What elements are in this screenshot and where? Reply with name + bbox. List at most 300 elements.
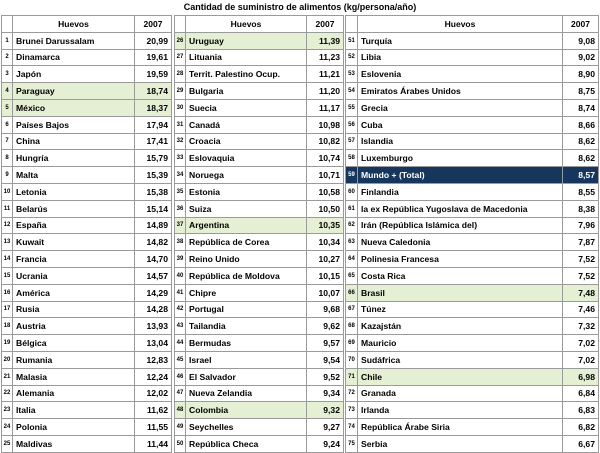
rank-cell: 41 — [175, 284, 186, 301]
value-cell: 8,57 — [563, 167, 599, 184]
table-row — [175, 368, 344, 385]
value-cell: 6,98 — [563, 368, 599, 385]
value-cell: 15,39 — [135, 167, 172, 184]
value-cell: 10,82 — [307, 133, 344, 150]
country-cell: Sudáfrica — [358, 351, 563, 368]
country-cell: Canadá — [186, 116, 307, 133]
rank-header — [175, 16, 186, 33]
product-header: Huevos — [186, 16, 307, 33]
rank-cell: 18 — [2, 318, 13, 335]
rank-cell: 75 — [346, 435, 358, 452]
value-cell: 14,29 — [135, 284, 172, 301]
country-cell: Eslovaquia — [186, 150, 307, 167]
table-row — [175, 116, 344, 133]
table-row — [2, 435, 172, 452]
value-cell: 7,02 — [563, 335, 599, 352]
table-row — [175, 301, 344, 318]
table-row — [175, 385, 344, 402]
rank-cell: 7 — [2, 133, 13, 150]
value-cell: 11,23 — [307, 49, 344, 66]
country-cell: Cuba — [358, 116, 563, 133]
rank-cell: 27 — [175, 49, 186, 66]
country-cell: Irlanda — [358, 402, 563, 419]
value-cell: 9,08 — [563, 32, 599, 49]
rank-cell: 67 — [346, 301, 358, 318]
value-cell: 8,62 — [563, 133, 599, 150]
rank-cell: 21 — [2, 368, 13, 385]
rank-cell: 65 — [346, 267, 358, 284]
country-cell: Suiza — [186, 200, 307, 217]
value-cell: 8,75 — [563, 83, 599, 100]
country-cell: Nueva Caledonia — [358, 234, 563, 251]
table-row — [346, 99, 599, 116]
value-cell: 7,52 — [563, 251, 599, 268]
table-row — [175, 267, 344, 284]
table-row — [2, 351, 172, 368]
rank-cell: 72 — [346, 385, 358, 402]
country-cell: Nueva Zelandia — [186, 385, 307, 402]
rank-cell: 39 — [175, 251, 186, 268]
value-cell: 7,52 — [563, 267, 599, 284]
rank-cell: 22 — [2, 385, 13, 402]
rank-cell: 40 — [175, 267, 186, 284]
value-cell: 10,07 — [307, 284, 344, 301]
rank-cell: 62 — [346, 217, 358, 234]
table-row — [2, 66, 172, 83]
value-cell: 6,84 — [563, 385, 599, 402]
country-cell: Bélgica — [13, 335, 135, 352]
country-cell: Austria — [13, 318, 135, 335]
country-cell: Portugal — [186, 301, 307, 318]
table-row — [346, 183, 599, 200]
value-cell: 9,68 — [307, 301, 344, 318]
rank-cell: 28 — [175, 66, 186, 83]
country-cell: Letonia — [13, 183, 135, 200]
country-cell: Mauricio — [358, 335, 563, 352]
country-cell: Finlandia — [358, 183, 563, 200]
country-cell: Libia — [358, 49, 563, 66]
table-row — [2, 402, 172, 419]
value-cell: 14,89 — [135, 217, 172, 234]
table-row — [2, 419, 172, 436]
rank-cell: 20 — [2, 351, 13, 368]
country-cell: República de Corea — [186, 234, 307, 251]
value-cell: 6,67 — [563, 435, 599, 452]
rank-cell: 26 — [175, 32, 186, 49]
table-row — [346, 419, 599, 436]
value-cell: 7,87 — [563, 234, 599, 251]
value-cell: 18,37 — [135, 99, 172, 116]
rank-cell: 11 — [2, 200, 13, 217]
country-cell: Turquía — [358, 32, 563, 49]
country-cell: España — [13, 217, 135, 234]
rank-cell: 48 — [175, 402, 186, 419]
value-cell: 19,61 — [135, 49, 172, 66]
table-row — [175, 335, 344, 352]
country-cell: Rusia — [13, 301, 135, 318]
ranking-table-3 — [345, 15, 599, 453]
rank-cell: 69 — [346, 335, 358, 352]
value-cell: 9,62 — [307, 318, 344, 335]
value-cell: 10,15 — [307, 267, 344, 284]
table-row — [175, 251, 344, 268]
country-cell: Brasil — [358, 284, 563, 301]
value-cell: 7,46 — [563, 301, 599, 318]
country-cell: Argentina — [186, 217, 307, 234]
rank-cell: 32 — [175, 133, 186, 150]
rank-cell: 61 — [346, 200, 358, 217]
rank-header — [2, 16, 13, 33]
rank-cell: 17 — [2, 301, 13, 318]
value-cell: 10,58 — [307, 183, 344, 200]
country-cell: Brunei Darussalam — [13, 32, 135, 49]
rank-cell: 42 — [175, 301, 186, 318]
rank-cell: 34 — [175, 167, 186, 184]
rank-cell: 71 — [346, 368, 358, 385]
rank-cell: 35 — [175, 183, 186, 200]
table-row — [346, 251, 599, 268]
country-cell: Estonia — [186, 183, 307, 200]
rank-cell: 45 — [175, 351, 186, 368]
rank-cell: 56 — [346, 116, 358, 133]
country-cell: Luxemburgo — [358, 150, 563, 167]
country-cell: Colombia — [186, 402, 307, 419]
value-cell: 15,38 — [135, 183, 172, 200]
country-cell: Malta — [13, 167, 135, 184]
rank-cell: 37 — [175, 217, 186, 234]
rank-cell: 36 — [175, 200, 186, 217]
table-row — [2, 385, 172, 402]
table-row — [346, 301, 599, 318]
country-cell: Kuwait — [13, 234, 135, 251]
value-cell: 11,44 — [135, 435, 172, 452]
year-header: 2007 — [135, 16, 172, 33]
table-row — [2, 133, 172, 150]
rank-cell: 74 — [346, 419, 358, 436]
value-cell: 20,99 — [135, 32, 172, 49]
rank-cell: 6 — [2, 116, 13, 133]
table-row — [2, 368, 172, 385]
table-row — [346, 351, 599, 368]
table-row — [346, 150, 599, 167]
table-row — [2, 318, 172, 335]
value-cell: 9,34 — [307, 385, 344, 402]
table-row — [2, 150, 172, 167]
country-cell: Lituania — [186, 49, 307, 66]
table-row — [175, 351, 344, 368]
country-cell: Costa Rica — [358, 267, 563, 284]
country-cell: China — [13, 133, 135, 150]
rank-cell: 70 — [346, 351, 358, 368]
table-row — [175, 200, 344, 217]
value-cell: 15,14 — [135, 200, 172, 217]
rank-cell: 15 — [2, 267, 13, 284]
country-cell: Dinamarca — [13, 49, 135, 66]
rank-cell: 43 — [175, 318, 186, 335]
value-cell: 7,96 — [563, 217, 599, 234]
table-row — [175, 133, 344, 150]
country-cell: México — [13, 99, 135, 116]
value-cell: 9,02 — [563, 49, 599, 66]
rank-cell: 55 — [346, 99, 358, 116]
page-title: Cantidad de suministro de alimentos (kg/persona/año) — [183, 2, 417, 12]
table-row — [2, 251, 172, 268]
rank-cell: 25 — [2, 435, 13, 452]
country-cell: Paraguay — [13, 83, 135, 100]
rank-cell: 51 — [346, 32, 358, 49]
value-cell: 14,70 — [135, 251, 172, 268]
country-cell: Islandia — [358, 133, 563, 150]
country-cell: Chile — [358, 368, 563, 385]
value-cell: 12,24 — [135, 368, 172, 385]
value-cell: 17,94 — [135, 116, 172, 133]
table-row — [2, 49, 172, 66]
value-cell: 8,62 — [563, 150, 599, 167]
table-row — [2, 167, 172, 184]
ranking-table-2 — [174, 15, 344, 453]
value-cell: 11,55 — [135, 419, 172, 436]
country-cell: Emiratos Árabes Unidos — [358, 83, 563, 100]
table-row — [175, 435, 344, 452]
table-row — [346, 267, 599, 284]
rank-cell: 57 — [346, 133, 358, 150]
rank-cell: 1 — [2, 32, 13, 49]
country-cell: Israel — [186, 351, 307, 368]
year-header: 2007 — [307, 16, 344, 33]
rank-cell: 60 — [346, 183, 358, 200]
table-row — [2, 116, 172, 133]
value-cell: 14,82 — [135, 234, 172, 251]
value-cell: 10,35 — [307, 217, 344, 234]
country-cell: Croacia — [186, 133, 307, 150]
rank-cell: 52 — [346, 49, 358, 66]
rank-cell: 46 — [175, 368, 186, 385]
value-cell: 10,34 — [307, 234, 344, 251]
table-row — [2, 284, 172, 301]
rank-cell: 23 — [2, 402, 13, 419]
rank-cell: 38 — [175, 234, 186, 251]
value-cell: 12,02 — [135, 385, 172, 402]
value-cell: 7,32 — [563, 318, 599, 335]
country-cell: República Checa — [186, 435, 307, 452]
value-cell: 18,74 — [135, 83, 172, 100]
table-row — [2, 217, 172, 234]
rank-cell: 50 — [175, 435, 186, 452]
country-cell: la ex República Yugoslava de Macedonia — [358, 200, 563, 217]
country-cell: Ucrania — [13, 267, 135, 284]
country-cell: Seychelles — [186, 419, 307, 436]
value-cell: 8,55 — [563, 183, 599, 200]
country-cell: Japón — [13, 66, 135, 83]
table-row — [346, 66, 599, 83]
table-row — [2, 32, 172, 49]
table-row — [175, 402, 344, 419]
value-cell: 10,74 — [307, 150, 344, 167]
value-cell: 9,52 — [307, 368, 344, 385]
rank-cell: 14 — [2, 251, 13, 268]
country-cell: Polonia — [13, 419, 135, 436]
table-row — [2, 301, 172, 318]
value-cell: 8,66 — [563, 116, 599, 133]
rank-cell: 63 — [346, 234, 358, 251]
rank-cell: 49 — [175, 419, 186, 436]
table-row — [175, 234, 344, 251]
value-cell: 9,54 — [307, 351, 344, 368]
value-cell: 9,24 — [307, 435, 344, 452]
country-cell: Suecia — [186, 99, 307, 116]
value-cell: 11,62 — [135, 402, 172, 419]
value-cell: 10,27 — [307, 251, 344, 268]
country-cell: Polinesia Francesa — [358, 251, 563, 268]
table-row — [346, 49, 599, 66]
rank-cell: 59 — [346, 167, 358, 184]
country-cell: Bermudas — [186, 335, 307, 352]
rank-cell: 30 — [175, 99, 186, 116]
table-row — [175, 217, 344, 234]
table-row — [175, 83, 344, 100]
value-cell: 11,21 — [307, 66, 344, 83]
table-row — [175, 419, 344, 436]
rank-cell: 53 — [346, 66, 358, 83]
value-cell: 14,28 — [135, 301, 172, 318]
value-cell: 8,38 — [563, 200, 599, 217]
rank-cell: 19 — [2, 335, 13, 352]
country-cell: Granada — [358, 385, 563, 402]
value-cell: 12,83 — [135, 351, 172, 368]
table-row — [346, 116, 599, 133]
country-cell: República Árabe Siria — [358, 419, 563, 436]
country-cell: Territ. Palestino Ocup. — [186, 66, 307, 83]
value-cell: 11,20 — [307, 83, 344, 100]
value-cell: 8,90 — [563, 66, 599, 83]
table-row — [346, 368, 599, 385]
table-row — [175, 167, 344, 184]
table-row — [346, 335, 599, 352]
table-row — [346, 217, 599, 234]
rank-cell: 13 — [2, 234, 13, 251]
product-header: Huevos — [13, 16, 135, 33]
country-cell: Rumania — [13, 351, 135, 368]
rank-cell: 12 — [2, 217, 13, 234]
table-row — [346, 133, 599, 150]
table-row — [346, 402, 599, 419]
rank-cell: 47 — [175, 385, 186, 402]
country-cell: Mundo + (Total) — [358, 167, 563, 184]
value-cell: 9,57 — [307, 335, 344, 352]
table-row — [2, 99, 172, 116]
country-cell: El Salvador — [186, 368, 307, 385]
value-cell: 6,83 — [563, 402, 599, 419]
value-cell: 11,39 — [307, 32, 344, 49]
country-cell: Francia — [13, 251, 135, 268]
table-row — [175, 32, 344, 49]
rank-cell: 29 — [175, 83, 186, 100]
value-cell: 7,48 — [563, 284, 599, 301]
table-row — [2, 200, 172, 217]
rank-header — [346, 16, 358, 33]
ranking-table-1 — [1, 15, 172, 453]
value-cell: 11,17 — [307, 99, 344, 116]
year-header: 2007 — [563, 16, 599, 33]
rank-cell: 66 — [346, 284, 358, 301]
table-row — [346, 284, 599, 301]
table-row — [175, 318, 344, 335]
table-row — [346, 318, 599, 335]
country-cell: Bulgaria — [186, 83, 307, 100]
country-cell: República de Moldova — [186, 267, 307, 284]
table-header — [346, 16, 599, 33]
country-cell: Italia — [13, 402, 135, 419]
country-cell: Hungría — [13, 150, 135, 167]
table-row — [2, 83, 172, 100]
table-row — [346, 32, 599, 49]
rank-cell: 4 — [2, 83, 13, 100]
value-cell: 10,98 — [307, 116, 344, 133]
value-cell: 10,50 — [307, 200, 344, 217]
country-cell: Malasia — [13, 368, 135, 385]
value-cell: 6,82 — [563, 419, 599, 436]
value-cell: 10,71 — [307, 167, 344, 184]
table-row — [2, 183, 172, 200]
value-cell: 9,32 — [307, 402, 344, 419]
country-cell: Reino Unido — [186, 251, 307, 268]
value-cell: 17,41 — [135, 133, 172, 150]
table-row — [175, 284, 344, 301]
country-cell: Tailandia — [186, 318, 307, 335]
value-cell: 19,59 — [135, 66, 172, 83]
rank-cell: 16 — [2, 284, 13, 301]
country-cell: Irán (República Islámica del) — [358, 217, 563, 234]
table-row — [346, 200, 599, 217]
rank-cell: 2 — [2, 49, 13, 66]
country-cell: Eslovenia — [358, 66, 563, 83]
table-row — [346, 167, 599, 184]
rank-cell: 33 — [175, 150, 186, 167]
table-row — [2, 335, 172, 352]
rank-cell: 44 — [175, 335, 186, 352]
rank-cell: 68 — [346, 318, 358, 335]
rank-cell: 73 — [346, 402, 358, 419]
table-row — [2, 267, 172, 284]
rank-cell: 31 — [175, 116, 186, 133]
table-row — [346, 435, 599, 452]
table-row — [175, 150, 344, 167]
country-cell: Maldivas — [13, 435, 135, 452]
country-cell: América — [13, 284, 135, 301]
value-cell: 9,27 — [307, 419, 344, 436]
country-cell: Países Bajos — [13, 116, 135, 133]
rank-cell: 58 — [346, 150, 358, 167]
table-header — [2, 16, 172, 33]
table-header — [175, 16, 344, 33]
rank-cell: 10 — [2, 183, 13, 200]
value-cell: 13,93 — [135, 318, 172, 335]
rank-cell: 3 — [2, 66, 13, 83]
value-cell: 13,04 — [135, 335, 172, 352]
table-row — [175, 183, 344, 200]
country-cell: Kazajstán — [358, 318, 563, 335]
table-row — [346, 385, 599, 402]
product-header: Huevos — [358, 16, 563, 33]
value-cell: 14,57 — [135, 267, 172, 284]
value-cell: 8,74 — [563, 99, 599, 116]
rank-cell: 5 — [2, 99, 13, 116]
country-cell: Túnez — [358, 301, 563, 318]
table-row — [175, 66, 344, 83]
country-cell: Belarús — [13, 200, 135, 217]
rank-cell: 8 — [2, 150, 13, 167]
table-row — [175, 49, 344, 66]
